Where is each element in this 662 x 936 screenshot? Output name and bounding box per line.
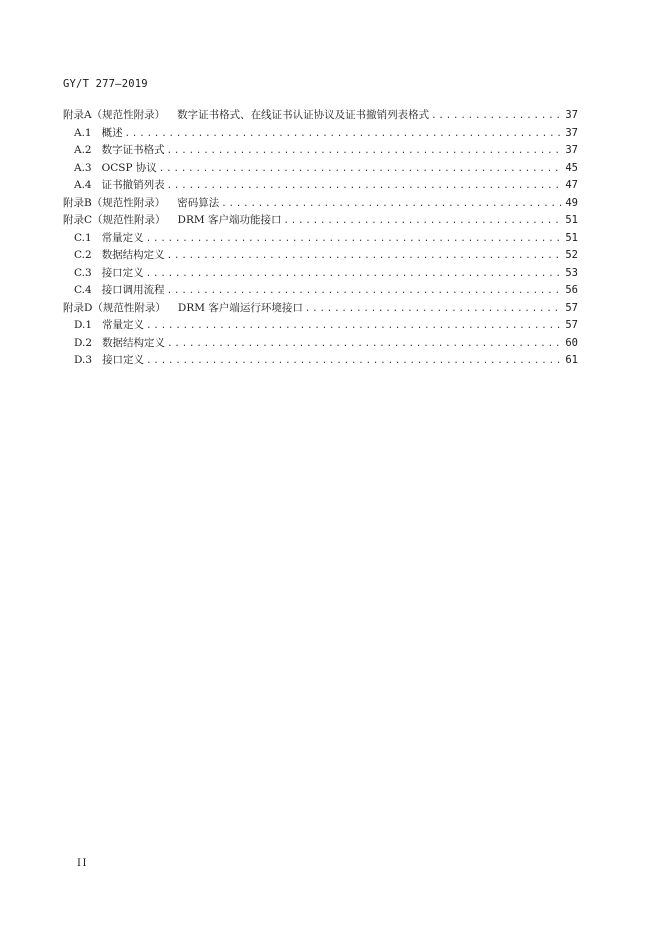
toc-entry-title: 概述 — [101, 126, 123, 139]
toc-dot-leader — [167, 339, 562, 349]
toc-entry-title: 密码算法 — [177, 196, 220, 209]
toc-dot-leader — [146, 321, 562, 331]
toc-entry-page: 45 — [565, 161, 578, 174]
toc-dot-leader — [283, 216, 562, 226]
toc-entry-page: 61 — [565, 354, 578, 366]
toc-entry[interactable] — [63, 107, 578, 125]
toc-entry-number: A.3 — [74, 161, 92, 174]
toc-entry[interactable] — [63, 177, 578, 195]
toc-entry-title: 数字证书格式 — [101, 144, 165, 156]
toc-entry[interactable] — [63, 317, 578, 335]
toc-entry[interactable] — [63, 282, 578, 300]
toc-entry-page: 37 — [565, 126, 578, 139]
toc-entry-number: 附录C（规范性附录） — [63, 214, 166, 226]
toc-entry[interactable] — [63, 195, 578, 213]
toc-entry-title: 数字证书格式、在线证书认证协议及证书撤销列表格式 — [177, 109, 430, 121]
toc-entry-title: 数据结构定义 — [101, 249, 165, 261]
toc-entry[interactable] — [63, 300, 578, 318]
toc-entry-page: 57 — [565, 319, 578, 331]
toc-entry[interactable] — [63, 335, 578, 353]
toc-dot-leader — [167, 181, 562, 191]
document-header-standard-number: GY/T 277—2019 — [63, 78, 148, 90]
toc-entry-page: 56 — [565, 284, 578, 296]
toc-entry-number: 附录A（规范性附录） — [63, 109, 166, 121]
toc-entry-page: 37 — [565, 144, 578, 156]
toc-entry-number: C.1 — [74, 231, 92, 244]
toc-entry-title: 接口调用流程 — [101, 284, 165, 296]
toc-entry-number: C.4 — [74, 284, 92, 296]
toc-dot-leader — [167, 251, 562, 261]
toc-entry-number: C.3 — [74, 266, 92, 279]
toc-entry-title: 证书撤销列表 — [101, 179, 165, 191]
toc-entry-title: DRM 客户端运行环境接口 — [177, 301, 303, 314]
toc-entry-page: 60 — [565, 336, 578, 349]
toc-entry-page: 51 — [565, 214, 578, 226]
toc-entry[interactable] — [63, 125, 578, 143]
toc-entry-number: D.3 — [74, 354, 93, 366]
toc-entry-number: C.2 — [74, 249, 92, 261]
page-number-footer: II — [77, 858, 88, 869]
toc-dot-leader — [305, 304, 562, 314]
toc-entry-page: 47 — [565, 179, 578, 191]
toc-entry[interactable] — [63, 142, 578, 160]
toc-entry-title: 常量定义 — [102, 319, 145, 331]
toc-entry-title: 数据结构定义 — [102, 336, 166, 349]
toc-dot-leader — [167, 286, 562, 296]
toc-entry-number: D.2 — [74, 336, 93, 349]
toc-entry-number: D.1 — [74, 319, 93, 331]
toc-entry[interactable] — [63, 352, 578, 370]
table-of-contents — [63, 107, 578, 370]
toc-entry[interactable] — [63, 160, 578, 178]
toc-dot-leader — [146, 356, 562, 366]
toc-entry[interactable] — [63, 265, 578, 283]
toc-entry-page: 53 — [565, 266, 578, 279]
toc-entry-page: 37 — [565, 109, 578, 121]
toc-entry-number: A.4 — [74, 179, 92, 191]
toc-entry-page: 49 — [565, 196, 578, 209]
toc-entry-title: OCSP 协议 — [101, 161, 157, 174]
toc-dot-leader — [221, 199, 562, 209]
toc-entry[interactable] — [63, 212, 578, 230]
toc-entry-title: 接口定义 — [101, 266, 144, 279]
toc-entry-number: A.1 — [74, 126, 92, 139]
toc-entry[interactable] — [63, 247, 578, 265]
toc-entry-title: 常量定义 — [101, 231, 144, 244]
toc-dot-leader — [146, 269, 562, 279]
toc-dot-leader — [159, 164, 562, 174]
toc-entry[interactable] — [63, 230, 578, 248]
toc-entry-number: A.2 — [74, 144, 92, 156]
toc-entry-page: 51 — [565, 231, 578, 244]
toc-entry-title: 接口定义 — [102, 354, 145, 366]
toc-entry-page: 52 — [565, 249, 578, 261]
toc-entry-title: DRM 客户端功能接口 — [177, 214, 282, 226]
toc-entry-number: 附录B（规范性附录） — [63, 196, 166, 209]
toc-dot-leader — [146, 234, 562, 244]
toc-dot-leader — [167, 146, 562, 156]
toc-entry-number: 附录D（规范性附录） — [63, 301, 166, 314]
toc-dot-leader — [431, 111, 562, 121]
toc-dot-leader — [125, 129, 562, 139]
toc-entry-page: 57 — [565, 301, 578, 314]
